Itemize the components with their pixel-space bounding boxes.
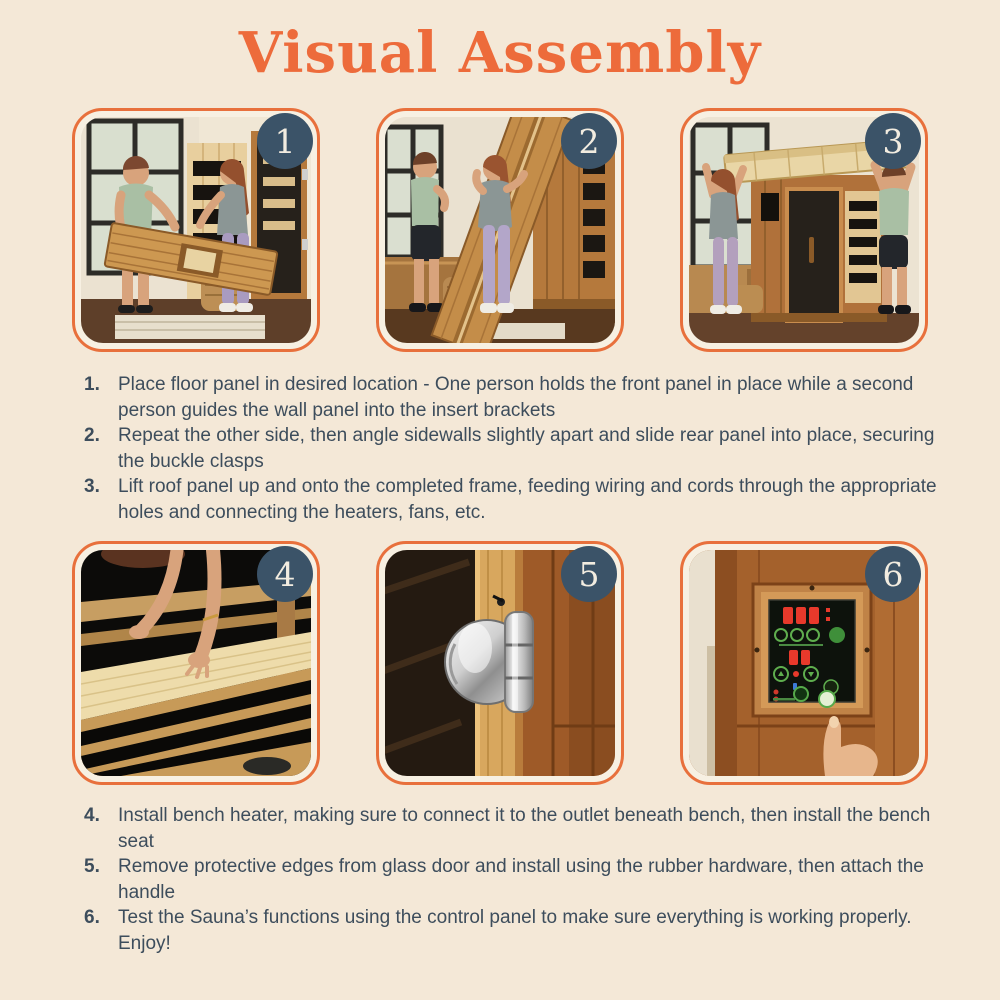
panel-row-top <box>0 108 1000 352</box>
step-item-4 <box>84 803 942 854</box>
control-panel <box>753 584 871 716</box>
step-number-badge-2: 2 <box>561 113 617 169</box>
panel-card-5 <box>376 541 624 785</box>
panel-card-1 <box>72 108 320 352</box>
step-text: Repeat the other side, then angle sidewalls slightly apart and slide rear panel into place, securing the buckle clasps <box>118 425 935 472</box>
panel-card-3 <box>680 108 928 352</box>
page-title: Visual Assembly <box>238 20 762 86</box>
step-item-6 <box>84 905 942 956</box>
step-item-2 <box>84 423 942 474</box>
step-number: 1. <box>84 374 100 395</box>
panel-row-bottom <box>0 541 1000 785</box>
step-number-badge-6: 6 <box>865 546 921 602</box>
panel-card-2 <box>376 108 624 352</box>
steps-list-bottom <box>0 803 1000 956</box>
panel-card-4 <box>72 541 320 785</box>
step-number-badge-4: 4 <box>257 546 313 602</box>
step-number: 6. <box>84 907 100 928</box>
step-text: Remove protective edges from glass door and install using the rubber hardware, then attach the handle <box>118 856 924 903</box>
step-text: Lift roof panel up and onto the completed frame, feeding wiring and cords through the appropriate holes and connecting the heaters, fans, etc. <box>118 476 937 523</box>
step-item-1 <box>84 372 942 423</box>
step-item-3 <box>84 474 942 525</box>
step-text: Test the Sauna’s functions using the control panel to make sure everything is working properly. Enjoy! <box>118 907 912 954</box>
steps-list-top <box>0 372 1000 525</box>
step-item-5 <box>84 854 942 905</box>
step-number: 5. <box>84 856 100 877</box>
step-number-badge-1: 1 <box>257 113 313 169</box>
step-text: Place floor panel in desired location - One person holds the front panel in place while a second person guides the wall panel into the insert brackets <box>118 374 914 421</box>
step-number: 3. <box>84 476 100 497</box>
step-number: 4. <box>84 805 100 826</box>
panel-card-6 <box>680 541 928 785</box>
step-number-badge-5: 5 <box>561 546 617 602</box>
step-number-badge-3: 3 <box>865 113 921 169</box>
step-number: 2. <box>84 425 100 446</box>
step-text: Install bench heater, making sure to connect it to the outlet beneath bench, then install the bench seat <box>118 805 931 852</box>
